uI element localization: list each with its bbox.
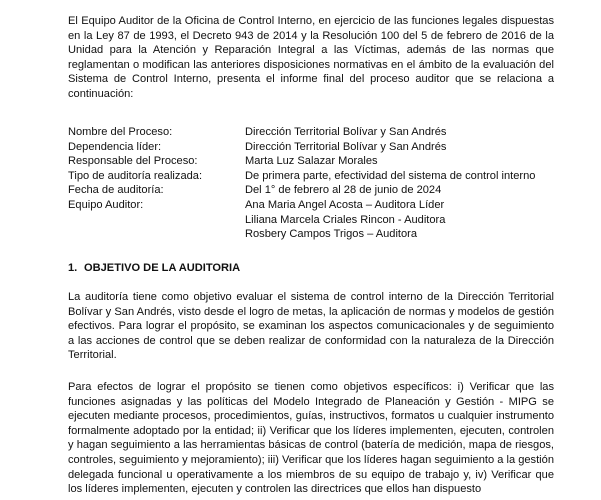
objective-paragraph: La auditoría tiene como objetivo evaluar el sistema de control interno de la Dirección Territorial Bolívar y San Andrés, visto desde el logro de metas, la aplicación de normas y modelos de gestión efectivos. Para lograr el propósito, se examinan los aspectos comunicacionales y de seguimiento a las acciones de control que se deben realizar de conformidad con la naturaleza de la Dirección Territorial.: [68, 291, 554, 362]
specific-objectives-paragraph: Para efectos de lograr el propósito se tienen como objetivos específicos: i) Verificar que las funciones asignadas y las políticas del Modelo Integrado de Planeación y Gestión - MIPG se ejecuten mediante procesos, procedimientos, guías, instructivos, formatos u cualquier instrumento formalmente adoptado por la entidad; ii) Verificar que los líderes implementen, ejecuten, controlen y hagan seguimiento a las herramientas básicas de control (batería de medición, mapa de riesgos, controles, seguimiento y mejoramiento); iii) Verificar que los líderes hagan seguimiento a la gestión delegada funcional u operativamente a los miembros de su equipo de trabajo y, iv) Verificar que los líderes implementen, ejecuten y controlen las directrices que ellos han dispuesto: [68, 381, 554, 496]
info-label: Dependencia líder:: [68, 140, 162, 153]
intro-paragraph: El Equipo Auditor de la Oficina de Control Interno, en ejercicio de las funciones legales dispuestas en la Ley 87 de 1993, el Decreto 943 de 2014 y la Resolución 100 del 5 de febrero de 2016 de la Unidad para la Atención y Reparación Integral a las Víctimas, además de las normas que reglamentan o modifican las anteriores disposiciones normativas en el ámbito de la evaluación del Sistema de Control Interno, presenta el informe final del proceso auditor que se relaciona a continuación:: [68, 15, 554, 100]
section-heading-objective: [68, 261, 554, 276]
info-value: De primera parte, efectividad del sistema de control interno: [245, 169, 536, 182]
info-value: Dirección Territorial Bolívar y San Andrés: [245, 126, 447, 138]
info-value: Ana Maria Angel Acosta – Auditora Líder: [245, 198, 445, 211]
info-row-process-name: [68, 125, 554, 140]
info-value: Del 1° de febrero al 28 de junio de 2024: [245, 184, 442, 197]
info-label: Nombre del Proceso:: [68, 126, 173, 138]
info-row-lead-dependency: [68, 140, 554, 155]
info-value: Dirección Territorial Bolívar y San Andrés: [245, 140, 447, 153]
info-label: Equipo Auditor:: [68, 198, 144, 211]
info-row-audit-team-member: [68, 227, 554, 242]
section-number: 1.: [68, 262, 78, 274]
info-row-audit-type: [68, 169, 554, 184]
info-row-audit-team-member: [68, 213, 554, 228]
info-row-audit-date: [68, 183, 554, 198]
process-info-table: [68, 125, 554, 242]
info-value: Marta Luz Salazar Morales: [245, 155, 378, 168]
info-label: Tipo de auditoría realizada:: [68, 169, 203, 182]
info-value: Rosbery Campos Trigos – Auditora: [245, 228, 418, 241]
info-value: Liliana Marcela Criales Rincon - Auditora: [245, 213, 446, 226]
section-title: OBJETIVO DE LA AUDITORIA: [84, 262, 241, 274]
info-label: Responsable del Proceso:: [68, 155, 198, 168]
info-label: Fecha de auditoría:: [68, 184, 164, 197]
info-row-process-owner: [68, 154, 554, 169]
info-row-audit-team: [68, 198, 554, 213]
